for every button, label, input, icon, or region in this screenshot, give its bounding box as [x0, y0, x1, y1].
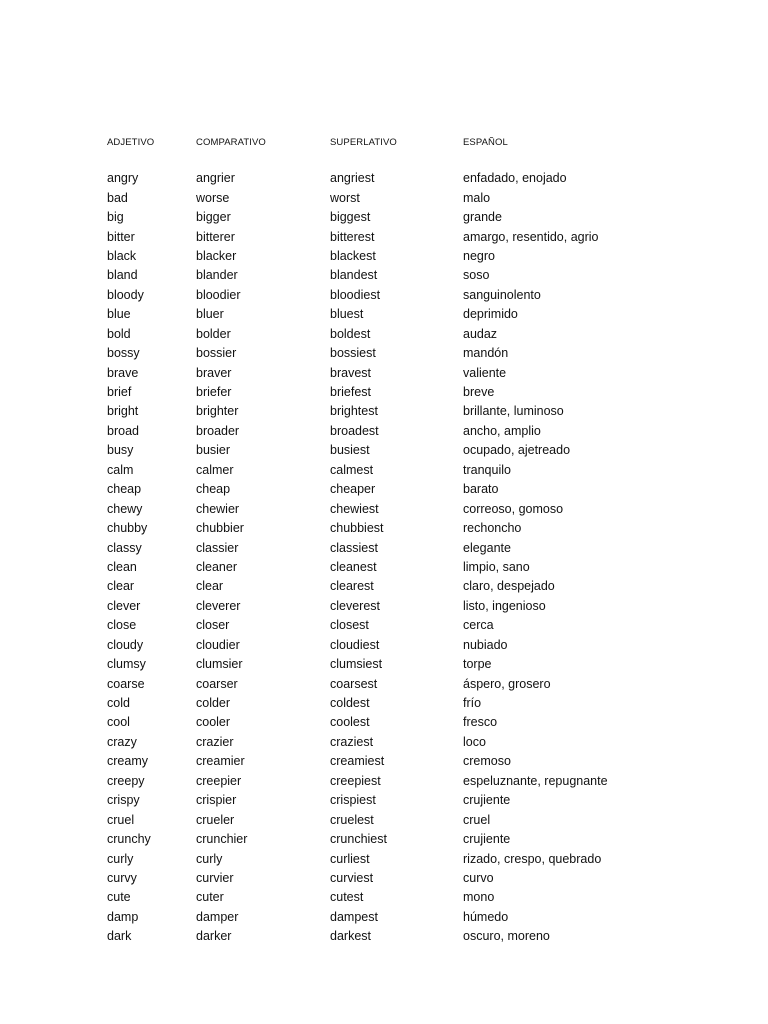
adjective-cell: calm — [107, 462, 134, 477]
comparative-cell: closer — [196, 618, 230, 633]
comparative-cell: curly — [196, 851, 223, 866]
spanish-cell: soso — [463, 268, 490, 283]
table-row — [107, 519, 727, 538]
superlative-cell: cleverest — [330, 598, 381, 613]
comparative-cell: blacker — [196, 248, 237, 263]
table-header — [107, 134, 727, 150]
table-row — [107, 791, 727, 810]
table-row — [107, 927, 727, 946]
spanish-cell: fresco — [463, 715, 498, 730]
adjective-cell: cute — [107, 890, 131, 905]
table-row — [107, 713, 727, 732]
adjective-cell: bold — [107, 326, 131, 341]
adjective-cell: curly — [107, 851, 134, 866]
spanish-cell: grande — [463, 210, 502, 225]
adjective-cell: close — [107, 618, 137, 633]
table-row — [107, 227, 727, 246]
table-row — [107, 888, 727, 907]
adjective-cell: crunchy — [107, 832, 151, 847]
table-row — [107, 266, 727, 285]
spanish-cell: oscuro, moreno — [463, 929, 550, 944]
comparative-cell: crunchier — [196, 832, 248, 847]
adjective-cell: curvy — [107, 870, 137, 885]
spanish-cell: áspero, grosero — [463, 676, 551, 691]
table-row — [107, 247, 727, 266]
table-row — [107, 499, 727, 518]
superlative-cell: briefest — [330, 385, 371, 400]
spanish-cell: cremoso — [463, 754, 511, 769]
adjective-cell: bright — [107, 404, 139, 419]
comparative-cell: cooler — [196, 715, 231, 730]
superlative-cell: clumsiest — [330, 657, 383, 672]
superlative-cell: bloodiest — [330, 287, 381, 302]
table-row — [107, 325, 727, 344]
spanish-cell: correoso, gomoso — [463, 501, 564, 516]
adjective-cell: cold — [107, 696, 130, 711]
adjective-cell: brave — [107, 365, 139, 380]
superlative-cell: darkest — [330, 929, 371, 944]
superlative-cell: coolest — [330, 715, 370, 730]
adjective-cell: damp — [107, 909, 139, 924]
comparative-cell: bigger — [196, 210, 231, 225]
spanish-cell: curvo — [463, 870, 494, 885]
comparative-cell: bluer — [196, 307, 224, 322]
spanish-cell: barato — [463, 482, 499, 497]
spanish-cell: ancho, amplio — [463, 423, 541, 438]
spanish-cell: listo, ingenioso — [463, 598, 546, 613]
adjective-cell: coarse — [107, 676, 145, 691]
spanish-cell: negro — [463, 248, 495, 263]
table-body — [107, 169, 727, 947]
table-row — [107, 849, 727, 868]
comparative-cell: chubbier — [196, 521, 244, 536]
spanish-cell: nubiado — [463, 637, 508, 652]
adjective-cell: crazy — [107, 734, 137, 749]
comparative-cell: brighter — [196, 404, 239, 419]
adjective-cell: bitter — [107, 229, 135, 244]
spanish-cell: elegante — [463, 540, 511, 555]
spanish-cell: espeluznante, repugnante — [463, 773, 608, 788]
spanish-cell: loco — [463, 734, 486, 749]
header-spanish: ESPAÑOL — [463, 136, 508, 148]
comparative-cell: cuter — [196, 890, 224, 905]
header-comparative: COMPARATIVO — [196, 136, 266, 148]
comparative-cell: bloodier — [196, 287, 241, 302]
comparative-cell: bitterer — [196, 229, 235, 244]
table-row — [107, 480, 727, 499]
superlative-cell: coldest — [330, 696, 370, 711]
table-row — [107, 383, 727, 402]
comparative-cell: angrier — [196, 171, 235, 186]
superlative-cell: cruelest — [330, 812, 374, 827]
spanish-cell: mandón — [463, 346, 509, 361]
spanish-cell: húmedo — [463, 909, 509, 924]
adjective-cell: dark — [107, 929, 132, 944]
table-row — [107, 188, 727, 207]
comparative-cell: creamier — [196, 754, 245, 769]
superlative-cell: bossiest — [330, 346, 376, 361]
comparative-cell: clear — [196, 579, 224, 594]
spanish-cell: mono — [463, 890, 495, 905]
comparative-cell: busier — [196, 443, 231, 458]
spanish-cell: enfadado, enojado — [463, 171, 567, 186]
comparative-cell: crispier — [196, 793, 237, 808]
superlative-cell: coarsest — [330, 676, 378, 691]
spanish-cell: crujiente — [463, 832, 511, 847]
spanish-cell: valiente — [463, 365, 507, 380]
table-row — [107, 577, 727, 596]
comparative-cell: creepier — [196, 773, 242, 788]
table-row — [107, 363, 727, 382]
superlative-cell: broadest — [330, 423, 379, 438]
table-row — [107, 422, 727, 441]
adjective-cell: busy — [107, 443, 134, 458]
table-row — [107, 305, 727, 324]
spanish-cell: deprimido — [463, 307, 518, 322]
spanish-cell: cruel — [463, 812, 491, 827]
adjective-cell: bland — [107, 268, 138, 283]
spanish-cell: rizado, crespo, quebrado — [463, 851, 602, 866]
comparative-cell: blander — [196, 268, 238, 283]
adjective-cell: creamy — [107, 754, 148, 769]
superlative-cell: calmest — [330, 462, 374, 477]
comparative-cell: coarser — [196, 676, 238, 691]
adjective-cell: cheap — [107, 482, 142, 497]
superlative-cell: blackest — [330, 248, 376, 263]
spanish-cell: tranquilo — [463, 462, 511, 477]
spanish-cell: rechoncho — [463, 521, 522, 536]
superlative-cell: bluest — [330, 307, 364, 322]
adjective-cell: chubby — [107, 521, 148, 536]
spanish-cell: cerca — [463, 618, 494, 633]
comparative-cell: worse — [196, 190, 230, 205]
adjective-table — [107, 134, 727, 947]
superlative-cell: biggest — [330, 210, 371, 225]
adjective-cell: big — [107, 210, 124, 225]
adjective-cell: brief — [107, 385, 132, 400]
adjective-cell: clumsy — [107, 657, 146, 672]
superlative-cell: busiest — [330, 443, 370, 458]
superlative-cell: dampest — [330, 909, 378, 924]
table-row — [107, 830, 727, 849]
table-row — [107, 597, 727, 616]
table-row — [107, 772, 727, 791]
spanish-cell: sanguinolento — [463, 287, 541, 302]
adjective-cell: classy — [107, 540, 142, 555]
table-row — [107, 402, 727, 421]
superlative-cell: craziest — [330, 734, 374, 749]
comparative-cell: damper — [196, 909, 239, 924]
header-adjective: ADJETIVO — [107, 136, 155, 148]
superlative-cell: cutest — [330, 890, 364, 905]
superlative-cell: crispiest — [330, 793, 376, 808]
table-row — [107, 869, 727, 888]
adjective-cell: creepy — [107, 773, 145, 788]
table-row — [107, 674, 727, 693]
adjective-cell: clear — [107, 579, 135, 594]
table-row — [107, 810, 727, 829]
table-row — [107, 908, 727, 927]
spanish-cell: ocupado, ajetreado — [463, 443, 571, 458]
superlative-cell: cleanest — [330, 559, 377, 574]
table-row — [107, 208, 727, 227]
superlative-cell: curviest — [330, 870, 374, 885]
table-row — [107, 169, 727, 188]
superlative-cell: chewiest — [330, 501, 379, 516]
spanish-cell: amargo, resentido, agrio — [463, 229, 599, 244]
superlative-cell: worst — [330, 190, 360, 205]
table-row — [107, 694, 727, 713]
adjective-cell: crispy — [107, 793, 140, 808]
table-row — [107, 733, 727, 752]
comparative-cell: cheap — [196, 482, 231, 497]
comparative-cell: briefer — [196, 385, 232, 400]
adjective-cell: angry — [107, 171, 139, 186]
superlative-cell: angriest — [330, 171, 375, 186]
superlative-cell: bravest — [330, 365, 371, 380]
comparative-cell: darker — [196, 929, 232, 944]
superlative-cell: closest — [330, 618, 369, 633]
table-row — [107, 752, 727, 771]
adjective-cell: bossy — [107, 346, 140, 361]
comparative-cell: broader — [196, 423, 240, 438]
superlative-cell: brightest — [330, 404, 378, 419]
superlative-cell: clearest — [330, 579, 374, 594]
spanish-cell: crujiente — [463, 793, 511, 808]
adjective-cell: chewy — [107, 501, 143, 516]
adjective-cell: cruel — [107, 812, 135, 827]
spanish-cell: audaz — [463, 326, 498, 341]
comparative-cell: colder — [196, 696, 231, 711]
comparative-cell: cleverer — [196, 598, 241, 613]
spanish-cell: malo — [463, 190, 491, 205]
table-row — [107, 461, 727, 480]
superlative-cell: chubbiest — [330, 521, 384, 536]
comparative-cell: bolder — [196, 326, 231, 341]
adjective-cell: blue — [107, 307, 131, 322]
comparative-cell: clumsier — [196, 657, 243, 672]
comparative-cell: crueler — [196, 812, 235, 827]
spanish-cell: frío — [463, 696, 482, 711]
superlative-cell: creamiest — [330, 754, 385, 769]
spanish-cell: breve — [463, 385, 495, 400]
adjective-cell: clean — [107, 559, 137, 574]
superlative-cell: curliest — [330, 851, 370, 866]
superlative-cell: cloudiest — [330, 637, 380, 652]
comparative-cell: curvier — [196, 870, 234, 885]
superlative-cell: bitterest — [330, 229, 375, 244]
adjective-cell: cloudy — [107, 637, 144, 652]
table-row — [107, 344, 727, 363]
spanish-cell: limpio, sano — [463, 559, 530, 574]
adjective-cell: bad — [107, 190, 128, 205]
superlative-cell: creepiest — [330, 773, 381, 788]
table-row — [107, 538, 727, 557]
comparative-cell: calmer — [196, 462, 234, 477]
table-row — [107, 655, 727, 674]
adjective-cell: cool — [107, 715, 130, 730]
superlative-cell: blandest — [330, 268, 378, 283]
spanish-cell: torpe — [463, 657, 492, 672]
adjective-cell: bloody — [107, 287, 144, 302]
table-row — [107, 286, 727, 305]
adjective-cell: broad — [107, 423, 139, 438]
table-row — [107, 558, 727, 577]
superlative-cell: crunchiest — [330, 832, 387, 847]
comparative-cell: cloudier — [196, 637, 240, 652]
comparative-cell: crazier — [196, 734, 234, 749]
header-superlative: SUPERLATIVO — [330, 136, 397, 148]
adjective-cell: black — [107, 248, 137, 263]
comparative-cell: bossier — [196, 346, 237, 361]
table-row — [107, 636, 727, 655]
comparative-cell: classier — [196, 540, 239, 555]
superlative-cell: cheaper — [330, 482, 376, 497]
adjective-cell: clever — [107, 598, 141, 613]
spanish-cell: brillante, luminoso — [463, 404, 564, 419]
comparative-cell: braver — [196, 365, 232, 380]
table-row — [107, 616, 727, 635]
comparative-cell: cleaner — [196, 559, 237, 574]
comparative-cell: chewier — [196, 501, 240, 516]
spanish-cell: claro, despejado — [463, 579, 555, 594]
superlative-cell: boldest — [330, 326, 371, 341]
table-row — [107, 441, 727, 460]
superlative-cell: classiest — [330, 540, 378, 555]
